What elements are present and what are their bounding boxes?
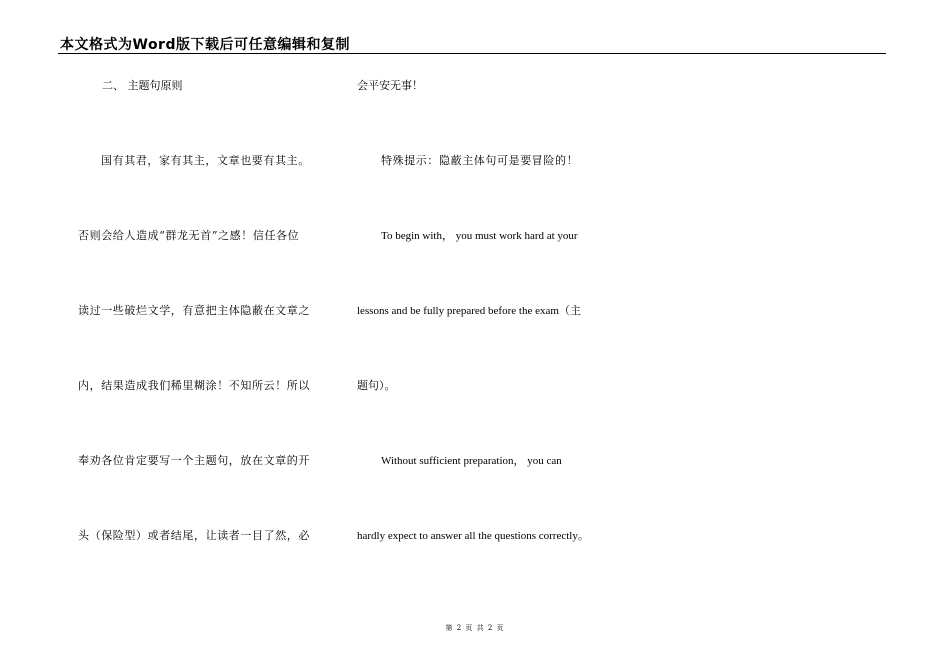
right-line-2: 特殊提示：隐蔽主体句可是要冒险的！ <box>381 154 579 167</box>
right-line-1: 会平安无事！ <box>357 79 423 92</box>
right-line-6: Without sufficient preparation， you can <box>381 455 562 467</box>
left-line-4: 读过一些破烂文学，有意把主体隐蔽在文章之 <box>78 304 310 317</box>
right-line-5: 题句）。 <box>357 379 396 392</box>
page-number-footer: 第 2 页 共 2 页 <box>445 624 505 632</box>
left-line-7: 头（保险型）或者结尾，让读者一目了然，必 <box>78 529 310 542</box>
right-line-4: lessons and be fully prepared before the exam（主 <box>357 305 581 317</box>
left-line-6: 奉劝各位肯定要写一个主题句，放在文章的开 <box>78 454 310 467</box>
document-header-title: 本文格式为Word版下载后可任意编辑和复制 <box>60 37 350 53</box>
header-divider <box>58 53 886 54</box>
left-line-5: 内，结果造成我们稀里糊涂！不知所云！所以 <box>78 379 310 392</box>
right-line-3: To begin with， you must work hard at your <box>381 230 578 242</box>
left-line-3: 否则会给人造成“群龙无首”之感！信任各位 <box>78 229 300 242</box>
left-line-2: 国有其君，家有其主，文章也要有其主。 <box>101 154 310 167</box>
right-line-7: hardly expect to answer all the questions correctly。 <box>357 530 589 542</box>
left-line-1: 二、 主题句原则 <box>102 79 183 92</box>
